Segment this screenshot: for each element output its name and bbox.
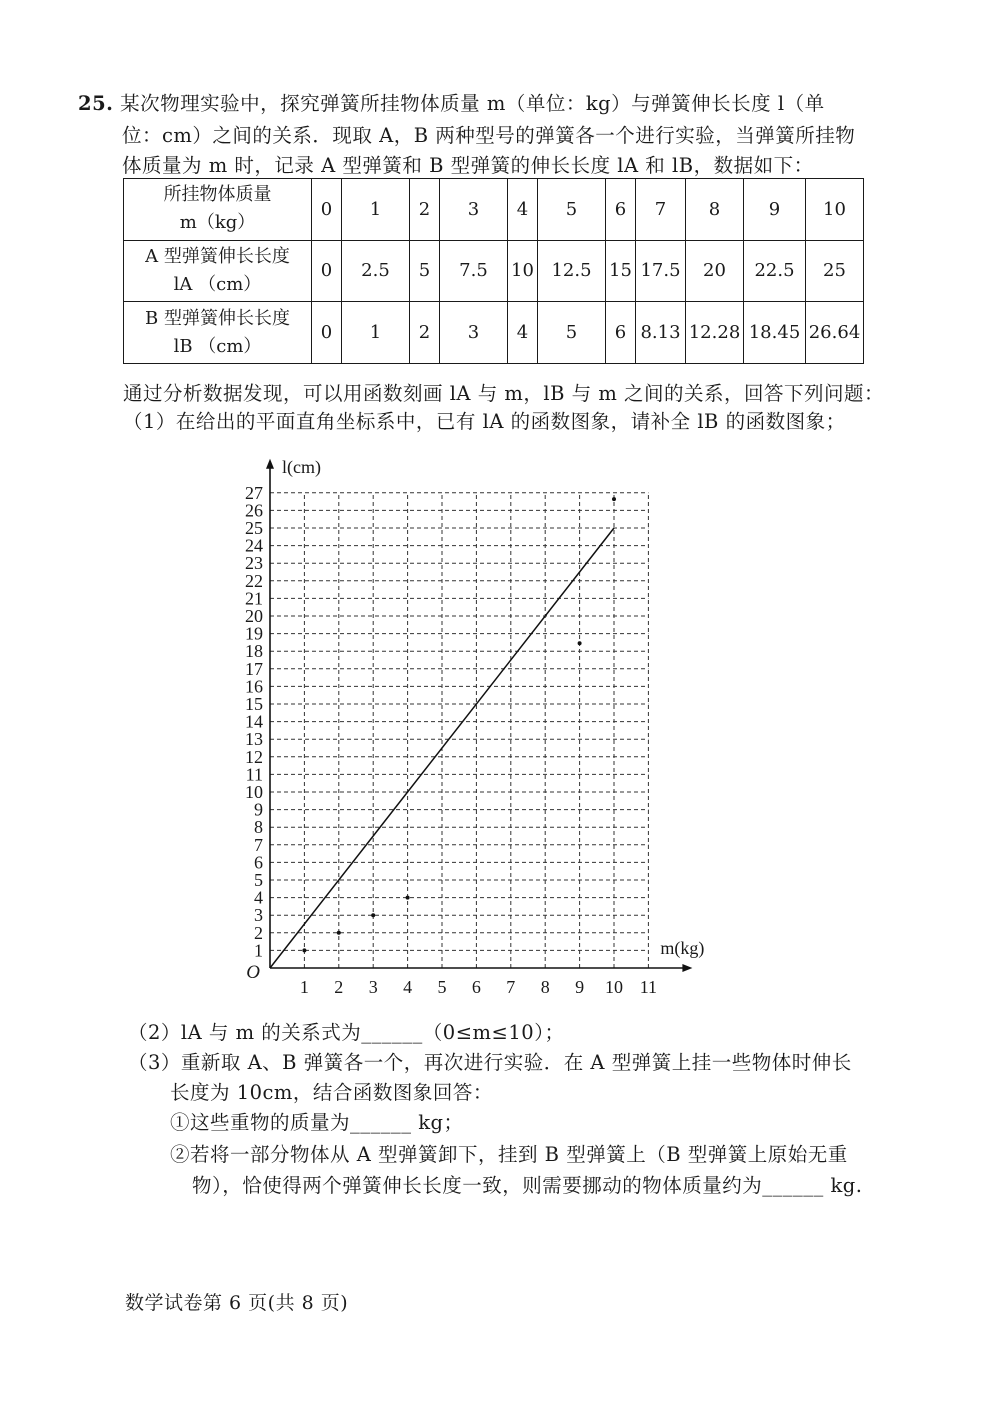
y-tick-label: 11 (245, 764, 263, 785)
lb-data-point (371, 913, 375, 917)
y-tick-label: 14 (245, 711, 263, 732)
page-footer: 数学试卷第 6 页(共 8 页) (125, 1292, 349, 1314)
table-cell: 26.64 (806, 302, 864, 364)
table-cell: 25 (806, 240, 864, 302)
table-cell: 6 (606, 302, 636, 364)
part3-sub2-line-1: ②若将一部分物体从 A 型弹簧卸下，挂到 B 型弹簧上（B 型弹簧上原始无重 (170, 1143, 848, 1166)
table-cell: 20 (686, 240, 744, 302)
row-header (124, 240, 312, 302)
grid (270, 493, 648, 968)
table-cell: 8.13 (636, 302, 686, 364)
y-tick-label: 7 (254, 834, 263, 855)
part3-sub2-line-2: 物），恰使得两个弹簧伸长长度一致，则需要挪动的物体质量约为______ kg. (192, 1174, 863, 1197)
table-row (124, 179, 864, 241)
y-tick-label: 5 (254, 870, 263, 890)
x-tick-label: 7 (506, 977, 516, 997)
table-cell: 3 (440, 302, 508, 364)
analysis-text: 通过分析数据发现，可以用函数刻画 lA 与 m，lB 与 m 之间的关系，回答下列问题： (123, 382, 885, 405)
y-axis-label: l(cm) (282, 456, 321, 477)
table-cell: 3 (440, 179, 508, 241)
y-tick-label: 17 (245, 658, 263, 679)
table-row (124, 240, 864, 302)
table-cell: 17.5 (636, 240, 686, 302)
y-tick-label: 3 (254, 905, 263, 926)
table-cell: 0 (312, 179, 342, 241)
row-header (124, 179, 312, 241)
table-cell: 5 (538, 179, 606, 241)
y-tick-label: 22 (245, 570, 263, 591)
row-header-line2: lA （cm） (173, 273, 262, 295)
question-number: 25. (78, 92, 114, 115)
x-tick-label: 6 (471, 977, 481, 997)
lb-data-point (612, 497, 616, 501)
lb-data-point (578, 641, 582, 645)
y-tick-label: 21 (245, 588, 263, 609)
x-tick-label: 5 (437, 977, 447, 997)
table-cell: 2.5 (342, 240, 410, 302)
table-cell: 0 (312, 240, 342, 302)
table-cell: 12.28 (686, 302, 744, 364)
origin-label: O (246, 962, 260, 983)
part2-text: （2）lA 与 m 的关系式为______（0≤m≤10）； (128, 1021, 565, 1044)
tick-labels (245, 457, 704, 997)
part1-text: （1）在给出的平面直角坐标系中，已有 lA 的函数图象，请补全 lB 的函数图象； (123, 410, 846, 433)
table-cell: 7 (636, 179, 686, 241)
coordinate-chart (0, 440, 992, 1000)
x-tick-label: 9 (575, 977, 585, 997)
question-text-1: 某次物理实验中，探究弹簧所挂物体质量 m（单位：kg）与弹簧伸长长度 l（单 (120, 92, 825, 115)
y-tick-label: 10 (245, 782, 263, 802)
table-cell: 12.5 (538, 240, 606, 302)
table-cell: 0 (312, 302, 342, 364)
table-cell: 7.5 (440, 240, 508, 302)
y-tick-label: 18 (245, 641, 263, 662)
y-tick-label: 4 (254, 887, 263, 908)
y-tick-label: 26 (245, 500, 263, 521)
y-tick-label: 9 (254, 799, 263, 820)
table-cell: 18.45 (744, 302, 806, 364)
data-table (123, 178, 864, 364)
axes (266, 456, 692, 972)
x-tick-label: 2 (334, 977, 344, 997)
row-header-line1: B 型弹簧伸长长度 (145, 307, 290, 329)
lb-data-point (302, 948, 306, 952)
table-cell: 4 (508, 179, 538, 241)
table-cell: 9 (744, 179, 806, 241)
lb-data-point (337, 931, 341, 935)
row-header (124, 302, 312, 364)
table-cell: 5 (410, 240, 440, 302)
table-cell: 22.5 (744, 240, 806, 302)
x-tick-label: 4 (403, 977, 413, 997)
y-tick-label: 15 (245, 694, 263, 714)
y-tick-label: 6 (254, 852, 263, 873)
part3-line-2: 长度为 10cm，结合函数图象回答： (170, 1081, 493, 1104)
table-cell: 2 (410, 179, 440, 241)
x-axis-arrow (682, 964, 692, 972)
x-tick-label: 11 (639, 977, 658, 997)
table-cell: 10 (508, 240, 538, 302)
x-tick-label: 8 (540, 977, 550, 997)
table-cell: 2 (410, 302, 440, 364)
table-cell: 4 (508, 302, 538, 364)
y-tick-label: 20 (245, 606, 263, 626)
row-header-line2: m（kg） (179, 212, 256, 234)
table-cell: 1 (342, 302, 410, 364)
table-cell: 8 (686, 179, 744, 241)
part3-sub1: ①这些重物的质量为______ kg； (170, 1111, 464, 1134)
x-tick-label: 3 (368, 977, 378, 997)
y-tick-label: 24 (245, 535, 263, 556)
table-cell: 1 (342, 179, 410, 241)
y-tick-label: 23 (245, 553, 263, 574)
y-tick-label: 27 (245, 482, 263, 503)
y-tick-label: 25 (245, 518, 263, 538)
x-tick-label: 10 (605, 977, 623, 997)
x-axis-label: m(kg) (660, 938, 705, 958)
lb-data-point (406, 896, 410, 900)
y-axis-arrow (266, 459, 274, 469)
table-cell: 5 (538, 302, 606, 364)
row-header-line2: lB （cm） (173, 335, 262, 357)
y-tick-label: 16 (245, 676, 263, 697)
y-tick-label: 2 (254, 922, 263, 943)
y-tick-label: 12 (245, 746, 263, 767)
table-cell: 15 (606, 240, 636, 302)
y-tick-label: 19 (245, 623, 263, 644)
x-tick-label: 1 (299, 977, 309, 997)
table-cell: 10 (806, 179, 864, 241)
y-tick-label: 13 (245, 729, 263, 750)
question-line-3: 体质量为 m 时，记录 A 型弹簧和 B 型弹簧的伸长长度 lA 和 lB，数据如下： (122, 154, 814, 177)
row-header-line1: A 型弹簧伸长长度 (145, 245, 290, 267)
part3-line-1: （3）重新取 A、B 弹簧各一个，再次进行实验．在 A 型弹簧上挂一些物体时伸长 (128, 1051, 852, 1074)
question-line-1 (78, 88, 825, 116)
row-header-line1: 所挂物体质量 (163, 184, 272, 206)
y-tick-label: 1 (254, 940, 263, 961)
table-cell: 6 (606, 179, 636, 241)
y-tick-label: 8 (254, 817, 263, 838)
table-row (124, 302, 864, 364)
question-line-2: 位：cm）之间的关系．现取 A，B 两种型号的弹簧各一个进行实验，当弹簧所挂物 (122, 124, 856, 147)
